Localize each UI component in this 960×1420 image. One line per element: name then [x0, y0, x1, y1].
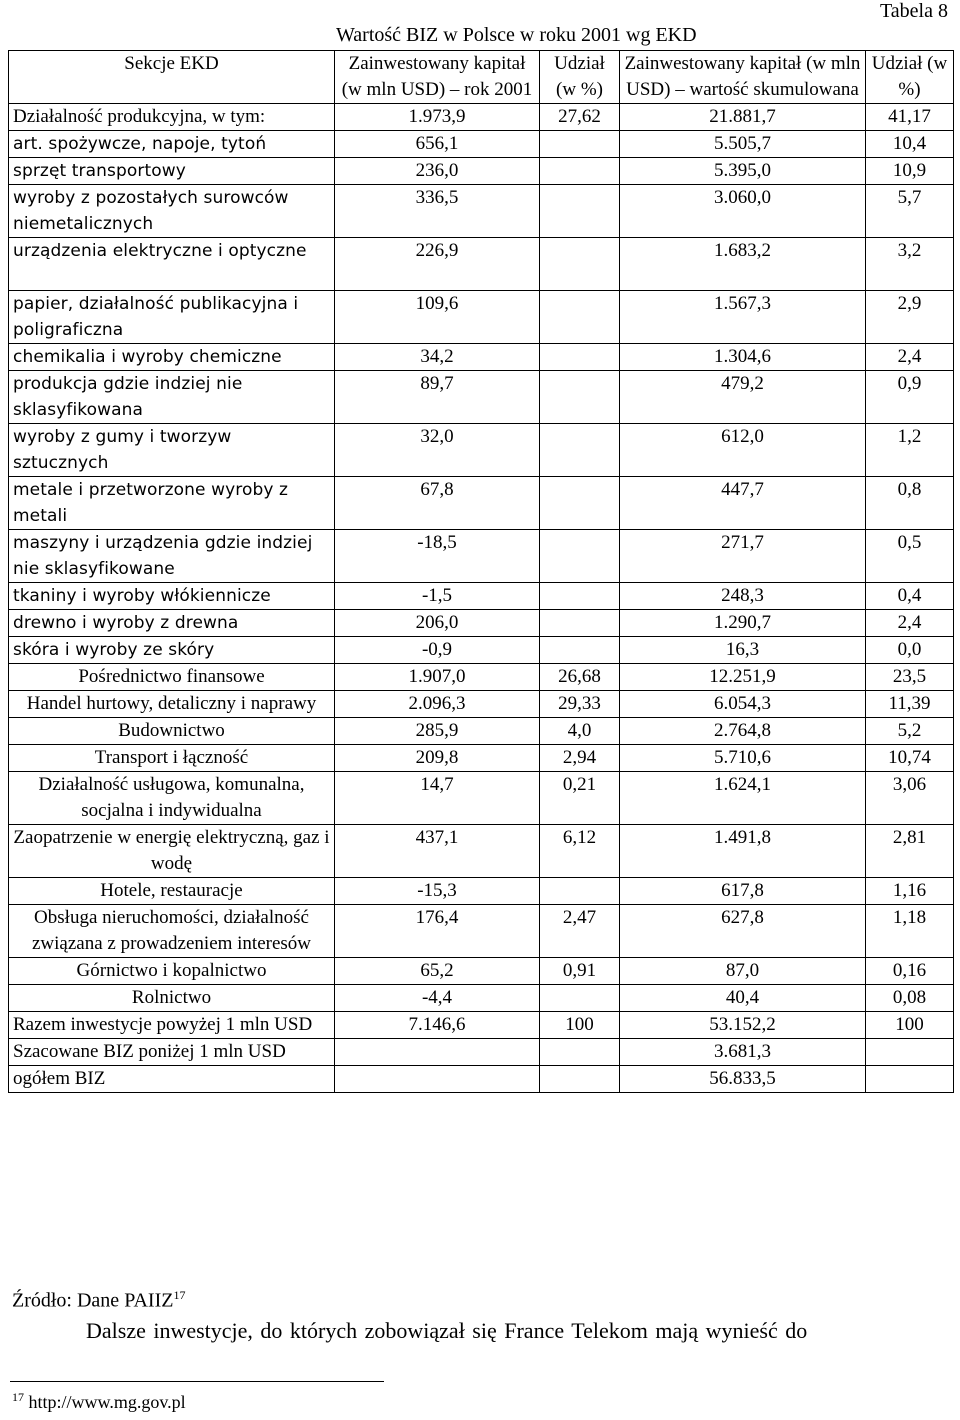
kapital-2001-cell: 67,8 — [335, 477, 540, 530]
udzial-2-cell: 3,2 — [866, 238, 954, 291]
kapital-skumulowany-cell: 612,0 — [620, 424, 866, 477]
row-label: Hotele, restauracje — [9, 878, 335, 905]
udzial-2-cell: 0,08 — [866, 985, 954, 1012]
udzial-2-cell: 10,74 — [866, 745, 954, 772]
udzial-1-cell — [540, 291, 620, 344]
table-row — [9, 371, 954, 424]
kapital-2001-cell: 32,0 — [335, 424, 540, 477]
kapital-2001-cell: 14,7 — [335, 772, 540, 825]
table-row — [9, 104, 954, 131]
kapital-skumulowany-cell: 1.491,8 — [620, 825, 866, 878]
udzial-1-cell: 26,68 — [540, 664, 620, 691]
kapital-skumulowany-cell: 16,3 — [620, 637, 866, 664]
kapital-skumulowany-cell: 5.505,7 — [620, 131, 866, 158]
table-row — [9, 664, 954, 691]
header-udzial-2: Udział (w %) — [866, 51, 954, 104]
udzial-2-cell: 0,8 — [866, 477, 954, 530]
udzial-1-cell — [540, 185, 620, 238]
udzial-1-cell: 2,94 — [540, 745, 620, 772]
kapital-2001-cell: 656,1 — [335, 131, 540, 158]
body-paragraph: Dalsze inwestycje, do których zobowiązał się France Telekom mają wynieść do — [86, 1318, 808, 1343]
row-label: sprzęt transportowy — [9, 158, 335, 185]
udzial-2-cell: 2,81 — [866, 825, 954, 878]
udzial-2-cell: 0,5 — [866, 530, 954, 583]
kapital-skumulowany-cell: 6.054,3 — [620, 691, 866, 718]
udzial-2-cell: 3,06 — [866, 772, 954, 825]
udzial-1-cell: 4,0 — [540, 718, 620, 745]
row-label: Szacowane BIZ poniżej 1 mln USD — [9, 1039, 335, 1066]
kapital-2001-cell: 34,2 — [335, 344, 540, 371]
kapital-2001-cell: 206,0 — [335, 610, 540, 637]
udzial-2-cell: 10,4 — [866, 131, 954, 158]
udzial-2-cell: 11,39 — [866, 691, 954, 718]
header-kapital-2001: Zainwestowany kapitał (w mln USD) – rok 2001 — [335, 51, 540, 104]
table-number: Tabela 8 — [879, 0, 948, 22]
table-row — [9, 772, 954, 825]
row-label: Razem inwestycje powyżej 1 mln USD — [9, 1012, 335, 1039]
kapital-skumulowany-cell: 271,7 — [620, 530, 866, 583]
udzial-2-cell — [866, 1039, 954, 1066]
table-title: Wartość BIZ w Polsce w roku 2001 wg EKD — [336, 24, 697, 46]
kapital-2001-cell: 2.096,3 — [335, 691, 540, 718]
table-row — [9, 985, 954, 1012]
kapital-2001-cell: 65,2 — [335, 958, 540, 985]
table-row — [9, 610, 954, 637]
udzial-1-cell — [540, 530, 620, 583]
table-row — [9, 878, 954, 905]
footnote-number: 17 — [12, 1390, 24, 1404]
table-row — [9, 424, 954, 477]
table-row — [9, 825, 954, 878]
udzial-2-cell: 5,2 — [866, 718, 954, 745]
table-row — [9, 185, 954, 238]
kapital-skumulowany-cell: 87,0 — [620, 958, 866, 985]
row-label: Zaopatrzenie w energię elektryczną, gaz i wodę — [9, 825, 335, 878]
header-udzial-1: Udział (w %) — [540, 51, 620, 104]
kapital-skumulowany-cell: 479,2 — [620, 371, 866, 424]
table-row — [9, 1039, 954, 1066]
udzial-2-cell — [866, 1066, 954, 1093]
table-row — [9, 344, 954, 371]
udzial-1-cell — [540, 1039, 620, 1066]
row-label: tkaniny i wyroby włókiennicze — [9, 583, 335, 610]
kapital-skumulowany-cell: 3.060,0 — [620, 185, 866, 238]
row-label: Pośrednictwo finansowe — [9, 664, 335, 691]
udzial-2-cell: 0,4 — [866, 583, 954, 610]
udzial-1-cell — [540, 637, 620, 664]
footnote-divider — [10, 1381, 384, 1382]
kapital-2001-cell: -1,5 — [335, 583, 540, 610]
row-label: drewno i wyroby z drewna — [9, 610, 335, 637]
kapital-skumulowany-cell: 3.681,3 — [620, 1039, 866, 1066]
udzial-2-cell: 2,4 — [866, 344, 954, 371]
row-label: metale i przetworzone wyroby z metali — [9, 477, 335, 530]
table-row — [9, 718, 954, 745]
table-row — [9, 291, 954, 344]
table-row — [9, 745, 954, 772]
kapital-skumulowany-cell: 1.290,7 — [620, 610, 866, 637]
udzial-2-cell: 0,0 — [866, 637, 954, 664]
row-label: art. spożywcze, napoje, tytoń — [9, 131, 335, 158]
udzial-1-cell — [540, 1066, 620, 1093]
kapital-skumulowany-cell: 56.833,5 — [620, 1066, 866, 1093]
udzial-1-cell: 29,33 — [540, 691, 620, 718]
udzial-1-cell: 0,91 — [540, 958, 620, 985]
row-label: Obsługa nieruchomości, działalność związana z prowadzeniem interesów — [9, 905, 335, 958]
kapital-2001-cell: 236,0 — [335, 158, 540, 185]
udzial-2-cell: 1,2 — [866, 424, 954, 477]
kapital-skumulowany-cell: 5.395,0 — [620, 158, 866, 185]
udzial-1-cell: 0,21 — [540, 772, 620, 825]
kapital-2001-cell: 336,5 — [335, 185, 540, 238]
udzial-1-cell: 2,47 — [540, 905, 620, 958]
udzial-2-cell: 0,16 — [866, 958, 954, 985]
row-label: Rolnictwo — [9, 985, 335, 1012]
kapital-2001-cell: 209,8 — [335, 745, 540, 772]
kapital-2001-cell: 89,7 — [335, 371, 540, 424]
kapital-2001-cell: 1.907,0 — [335, 664, 540, 691]
kapital-2001-cell: 226,9 — [335, 238, 540, 291]
kapital-skumulowany-cell: 53.152,2 — [620, 1012, 866, 1039]
kapital-skumulowany-cell: 5.710,6 — [620, 745, 866, 772]
header-sekcje: Sekcje EKD — [9, 51, 335, 104]
row-label: papier, działalność publikacyjna i poligraficzna — [9, 291, 335, 344]
row-label: chemikalia i wyroby chemiczne — [9, 344, 335, 371]
kapital-2001-cell: 437,1 — [335, 825, 540, 878]
table-row — [9, 477, 954, 530]
table-row — [9, 583, 954, 610]
udzial-1-cell — [540, 424, 620, 477]
table-row — [9, 958, 954, 985]
table-row — [9, 637, 954, 664]
table-row — [9, 1066, 954, 1093]
udzial-1-cell — [540, 610, 620, 637]
udzial-2-cell: 2,4 — [866, 610, 954, 637]
kapital-skumulowany-cell: 447,7 — [620, 477, 866, 530]
kapital-2001-cell: 109,6 — [335, 291, 540, 344]
row-label: urządzenia elektryczne i optyczne — [9, 238, 335, 291]
udzial-2-cell: 41,17 — [866, 104, 954, 131]
kapital-skumulowany-cell: 1.567,3 — [620, 291, 866, 344]
kapital-2001-cell: 1.973,9 — [335, 104, 540, 131]
table-row — [9, 158, 954, 185]
header-row — [9, 51, 954, 104]
table-row — [9, 131, 954, 158]
udzial-1-cell — [540, 583, 620, 610]
udzial-2-cell: 2,9 — [866, 291, 954, 344]
udzial-2-cell: 10,9 — [866, 158, 954, 185]
udzial-1-cell — [540, 238, 620, 291]
kapital-skumulowany-cell: 2.764,8 — [620, 718, 866, 745]
udzial-1-cell: 6,12 — [540, 825, 620, 878]
kapital-skumulowany-cell: 248,3 — [620, 583, 866, 610]
source-text: Źródło: Dane PAIIZ — [12, 1289, 174, 1312]
kapital-2001-cell: -18,5 — [335, 530, 540, 583]
udzial-2-cell: 0,9 — [866, 371, 954, 424]
footnote-link[interactable]: http://www.mg.gov.pl — [28, 1392, 186, 1412]
kapital-skumulowany-cell: 627,8 — [620, 905, 866, 958]
header-kapital-skumulowany: Zainwestowany kapitał (w mln USD) – wartość skumulowana — [620, 51, 866, 104]
biz-table — [8, 50, 954, 1093]
kapital-2001-cell — [335, 1066, 540, 1093]
udzial-1-cell — [540, 158, 620, 185]
udzial-2-cell: 1,18 — [866, 905, 954, 958]
udzial-1-cell — [540, 371, 620, 424]
table-body — [9, 104, 954, 1093]
udzial-1-cell — [540, 985, 620, 1012]
udzial-1-cell — [540, 878, 620, 905]
table-row — [9, 691, 954, 718]
row-label: skóra i wyroby ze skóry — [9, 637, 335, 664]
kapital-2001-cell: -4,4 — [335, 985, 540, 1012]
udzial-2-cell: 100 — [866, 1012, 954, 1039]
udzial-1-cell — [540, 131, 620, 158]
udzial-1-cell: 100 — [540, 1012, 620, 1039]
row-label: wyroby z gumy i tworzyw sztucznych — [9, 424, 335, 477]
kapital-skumulowany-cell: 617,8 — [620, 878, 866, 905]
row-label: Działalność usługowa, komunalna, socjalna i indywidualna — [9, 772, 335, 825]
udzial-2-cell: 23,5 — [866, 664, 954, 691]
udzial-2-cell: 1,16 — [866, 878, 954, 905]
row-label: produkcja gdzie indziej nie sklasyfikowana — [9, 371, 335, 424]
row-label: ogółem BIZ — [9, 1066, 335, 1093]
table-row — [9, 530, 954, 583]
row-label: Handel hurtowy, detaliczny i naprawy — [9, 691, 335, 718]
kapital-2001-cell: -15,3 — [335, 878, 540, 905]
kapital-skumulowany-cell: 40,4 — [620, 985, 866, 1012]
table-row — [9, 238, 954, 291]
row-label: maszyny i urządzenia gdzie indziej nie sklasyfikowane — [9, 530, 335, 583]
table-row — [9, 905, 954, 958]
kapital-skumulowany-cell: 12.251,9 — [620, 664, 866, 691]
kapital-2001-cell — [335, 1039, 540, 1066]
row-label: wyroby z pozostałych surowców niemetalicznych — [9, 185, 335, 238]
kapital-skumulowany-cell: 1.683,2 — [620, 238, 866, 291]
kapital-2001-cell: 7.146,6 — [335, 1012, 540, 1039]
kapital-2001-cell: -0,9 — [335, 637, 540, 664]
kapital-skumulowany-cell: 21.881,7 — [620, 104, 866, 131]
kapital-skumulowany-cell: 1.624,1 — [620, 772, 866, 825]
source-footnote-ref: 17 — [173, 1288, 186, 1302]
row-label: Górnictwo i kopalnictwo — [9, 958, 335, 985]
udzial-1-cell — [540, 344, 620, 371]
kapital-2001-cell: 285,9 — [335, 718, 540, 745]
row-label: Transport i łączność — [9, 745, 335, 772]
row-label: Działalność produkcyjna, w tym: — [9, 104, 335, 131]
row-label: Budownictwo — [9, 718, 335, 745]
source-note — [12, 1288, 185, 1313]
footnote — [12, 1390, 186, 1413]
udzial-2-cell: 5,7 — [866, 185, 954, 238]
kapital-skumulowany-cell: 1.304,6 — [620, 344, 866, 371]
udzial-1-cell — [540, 477, 620, 530]
table-row — [9, 1012, 954, 1039]
udzial-1-cell: 27,62 — [540, 104, 620, 131]
kapital-2001-cell: 176,4 — [335, 905, 540, 958]
